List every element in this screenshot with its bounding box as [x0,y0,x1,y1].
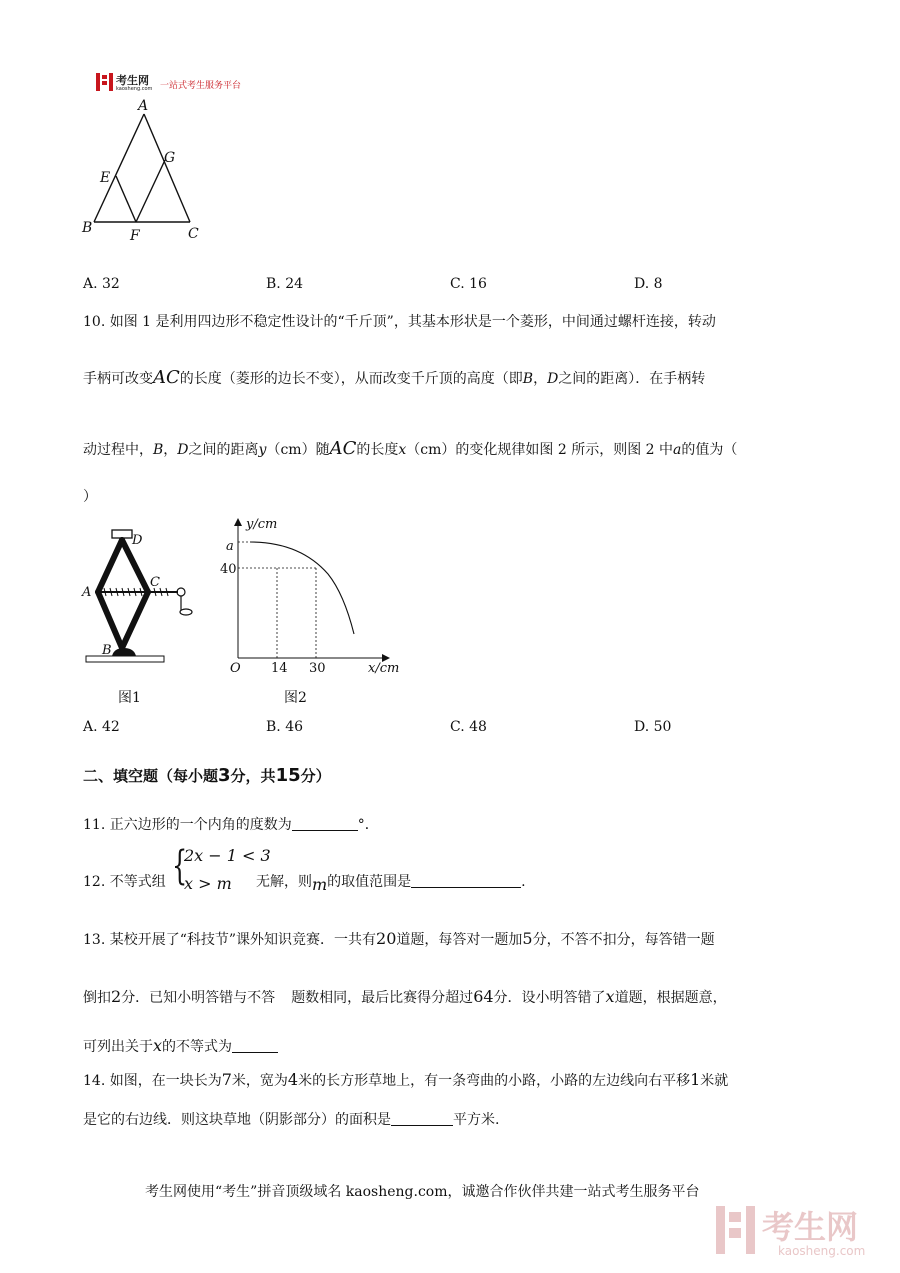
label-E: E [100,170,111,186]
graph-tick-a: a [226,539,234,554]
q14-line1: 14. 如图，在一块长为7米，宽为4米的长方形草地上，有一条弯曲的小路，小路的左边线向右平移1米就 [83,1070,729,1089]
label-C: C [188,226,199,242]
jack-label-B: B [102,643,112,658]
jack-label-C: C [150,575,160,590]
q12-answer-blank[interactable] [411,873,521,888]
watermark-domain: kaosheng.com [778,1244,866,1258]
q11: 11. 正六边形的一个内角的度数为 °． [83,817,379,833]
q10-option-a: A. 42 [83,719,120,735]
q9-option-a: A. 32 [83,276,120,292]
q10-option-b: B. 46 [266,719,304,735]
watermark-logo-icon [716,1206,758,1254]
label-F: F [130,228,140,244]
q12-ineq2: x > m [184,874,232,893]
header-brand-domain: kaosheng.com [116,86,153,92]
q10-line4: ） [83,489,97,505]
q9-option-b: B. 24 [266,276,304,292]
q13-line2: 倒扣2分．已知小明答错与不答 题数相同，最后比赛得分超过64分．设小明答错了x道题，根据题意， [83,987,727,1006]
header-slogan: 一站式考生服务平台 [160,81,242,91]
label-A: A [138,98,149,114]
label-B: B [82,220,93,236]
q12-brace: { [172,843,188,889]
header-brand: 考生网 [116,74,149,87]
q13-line1: 13. 某校开展了“科技节”课外知识竞赛．一共有20道题，每答对一题加5分，不答不扣分，每答错一题 [83,929,715,948]
jack-figure [78,522,198,672]
watermark [716,1202,886,1262]
q12-label: 12. 不等式组 [83,874,166,890]
watermark-brand: 考生网 [762,1208,859,1246]
graph-y-label: y/cm [246,517,278,532]
q12-ineq1: 2x − 1 < 3 [184,846,271,865]
jack-label-D: D [132,533,143,548]
q9-option-c: C. 16 [450,276,487,292]
section2-title: 二、填空题（每小题3分，共15分） [83,765,331,786]
graph-figure [220,512,410,682]
q13-line3: 可列出关于x的不等式为 [83,1036,278,1056]
q13-answer-blank[interactable] [232,1038,278,1053]
label-G: G [164,150,176,166]
q10-line3: 动过程中，B，D之间的距离y（cm）随AC的长度x（cm）的变化规律如图 2 所示，则图 2 中a的值为（ [83,438,738,459]
q10-option-c: C. 48 [450,719,487,735]
header-logo [96,72,266,94]
q10-option-d: D. 50 [634,719,672,735]
logo-mark-icon [96,73,114,91]
footer-text: 考生网使用“考生”拼音顶级域名 kaosheng.com，诚邀合作伙伴共建一站式考生服务平台 [145,1184,700,1200]
q10-line1: 10. 如图 1 是利用四边形不稳定性设计的“千斤顶”，其基本形状是一个菱形，中间通过螺杆连接，转动 [83,314,716,330]
fig2-caption: 图2 [284,690,307,706]
graph-origin: O [230,661,241,676]
q12-tail: 无解，则m的取值范围是 . [256,874,526,894]
graph-tick-40: 40 [220,562,237,577]
q11-answer-blank[interactable] [292,816,358,831]
fig1-caption: 图1 [118,690,141,706]
triangle-figure [78,96,208,246]
graph-x-label: x/cm [368,661,400,676]
q14-line2: 是它的右边线．则这块草地（阴影部分）的面积是 平方米. [83,1112,500,1128]
q10-line2: 手柄可改变AC的长度（菱形的边长不变），从而改变千斤顶的高度（即B，D之间的距离）．在手柄转 [83,367,706,388]
q14-answer-blank[interactable] [391,1111,453,1126]
q9-option-d: D. 8 [634,276,663,292]
graph-tick-14: 14 [271,661,288,676]
graph-tick-30: 30 [309,661,326,676]
jack-label-A: A [82,585,92,600]
